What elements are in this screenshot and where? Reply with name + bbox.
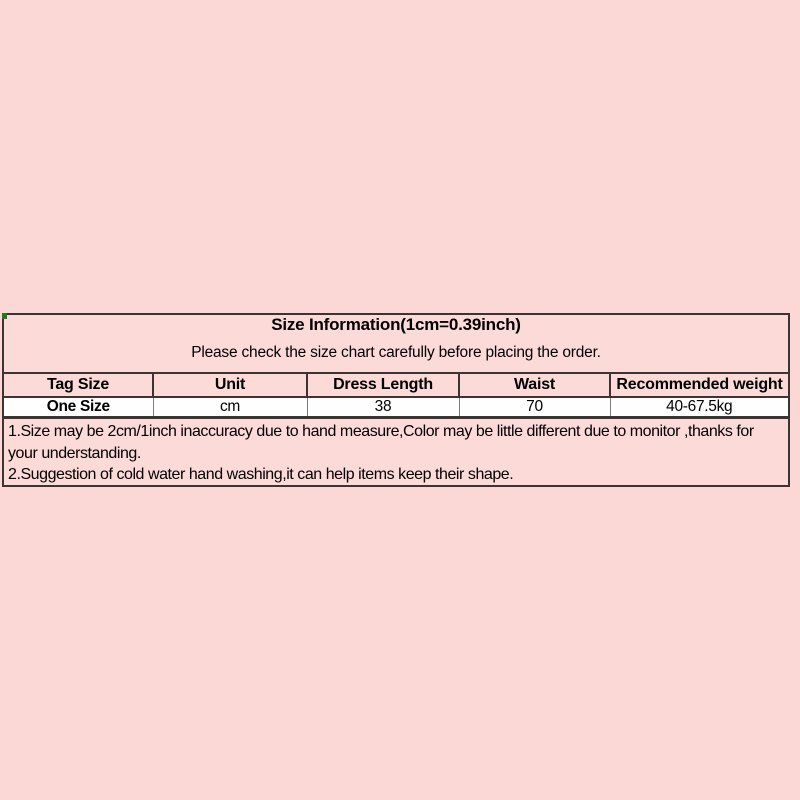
size-chart-table	[2, 313, 790, 487]
column-header-dress-length: Dress Length	[307, 374, 459, 397]
size-chart-title: Size Information(1cm=0.39inch)	[271, 315, 521, 334]
cell-tag-size: One Size	[4, 397, 153, 418]
cell-recommended-weight: 40-67.5kg	[610, 397, 788, 418]
column-header-waist: Waist	[459, 374, 610, 397]
table-row	[4, 397, 788, 418]
column-header-tag-size: Tag Size	[4, 374, 153, 397]
note-washing-suggestion: 2.Suggestion of cold water hand washing,it can help items keep their shape.	[8, 466, 514, 483]
size-chart-header-cell	[4, 315, 788, 374]
column-header-recommended-weight: Recommended weight	[610, 374, 788, 397]
notes-cell	[4, 419, 788, 486]
size-chart-grid	[4, 374, 788, 419]
size-chart-subtitle: Please check the size chart carefully before placing the order.	[191, 344, 601, 361]
cell-dress-length: 38	[307, 397, 459, 418]
green-corner-mark	[2, 313, 7, 319]
column-header-unit: Unit	[153, 374, 307, 397]
column-header-row	[4, 374, 788, 397]
cell-unit: cm	[153, 397, 307, 418]
cell-waist: 70	[459, 397, 610, 418]
note-measure-disclaimer: 1.Size may be 2cm/1inch inaccuracy due to hand measure,Color may be little different due to monitor ,thanks for your understanding.	[8, 423, 754, 462]
